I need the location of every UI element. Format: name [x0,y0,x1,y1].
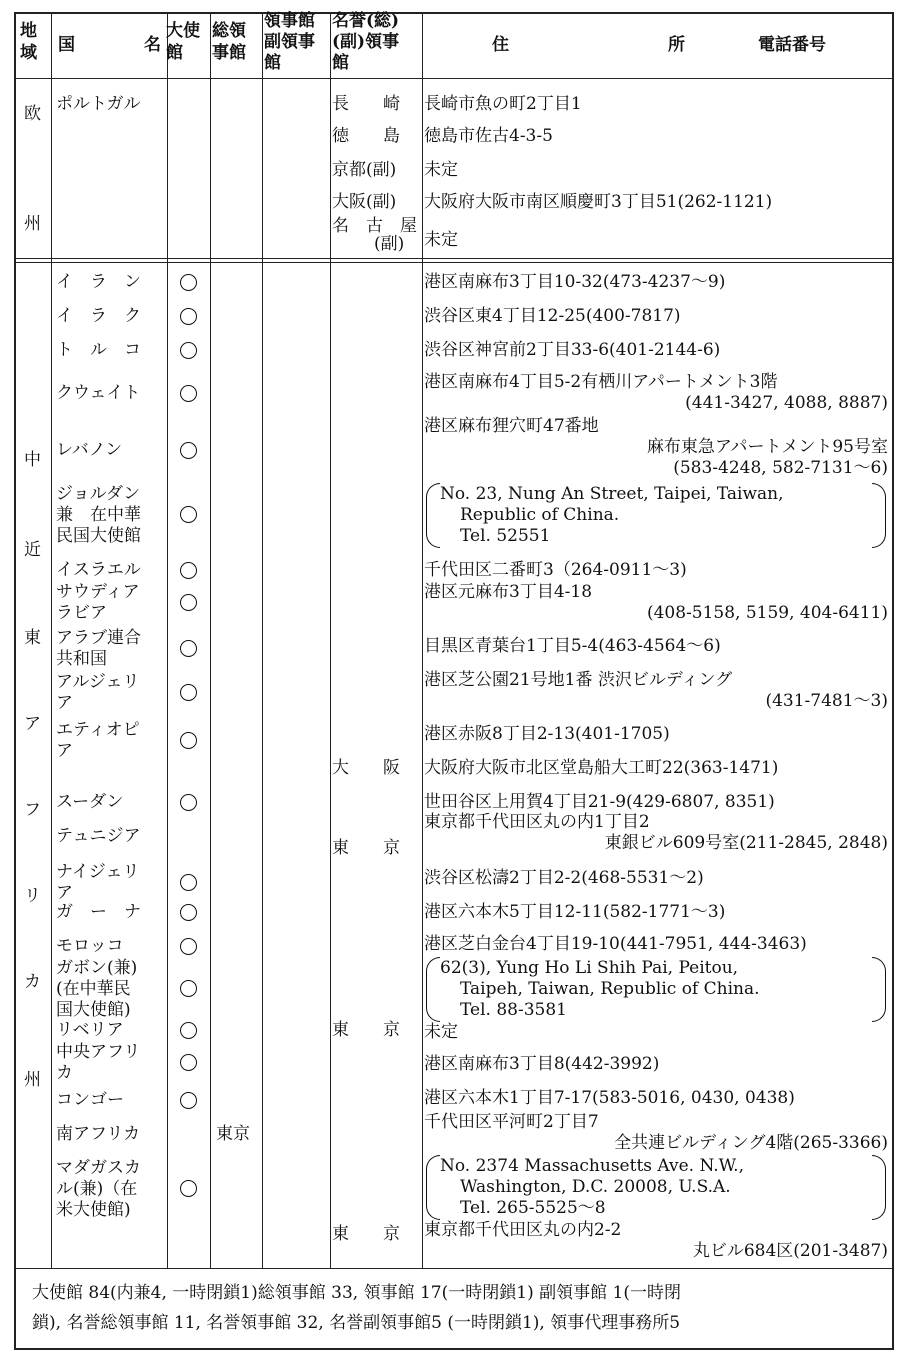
country-name: 国大使館) [56,1000,131,1020]
address-line: Tel. 52551 [460,526,551,546]
region-char: リ [24,886,41,906]
bracket-right [872,483,886,548]
address-line: (583-4248, 582-7131〜6) [673,458,888,478]
country-name: ア [56,741,73,761]
column-divider [262,12,263,1268]
region-char: 東 [24,628,41,648]
embassy-mark [180,342,197,359]
country-name: ル(兼)（在 [56,1179,138,1199]
country-name: エティオピ [56,720,140,740]
country-name: テュニジア [56,826,141,846]
country-name: アラブ連合 [56,628,141,648]
header-divider [14,78,894,79]
header-phone: 電話番号 [758,35,826,55]
country-name: ア [56,693,73,713]
region-char: 中 [24,450,41,470]
embassy-mark [180,1180,197,1197]
address-line: 麻布東急アパートメント95号室 [646,437,888,457]
header-consulate: 副領事 [264,32,315,52]
embassy-mark [180,640,197,657]
country-name: 中央アフリ [56,1042,141,1062]
country-name: コンゴー [56,1090,124,1110]
address-line: 港区六本木1丁目7-17(583-5016, 0430, 0438) [424,1088,795,1108]
embassy-mark [180,938,197,955]
embassy-mark [180,1054,197,1071]
region-char: 州 [24,214,41,234]
country-name: ガボン(兼) [56,958,138,978]
country-name: ポルトガル [56,94,141,114]
header-region: 地 [20,21,37,41]
country-name: ジョルダン [56,484,141,504]
country-name: マダガスカ [56,1158,141,1178]
header-embassy: 大使 [166,21,200,41]
country-name: アルジェリ [56,672,140,692]
address-line: 港区麻布狸穴町47番地 [424,416,599,436]
embassy-mark [180,732,197,749]
country-name: スーダン [56,792,124,812]
embassy-mark [180,874,197,891]
address-line: 62(3), Yung Ho Li Shih Pai, Peitou, [440,958,739,978]
honorary-city: 東 京 [332,1224,400,1244]
country-name: (在中華民 [56,979,131,999]
address-line: 港区赤阪8丁目2-13(401-1705) [424,724,670,744]
honorary-city: 徳 島 [332,126,400,146]
column-divider [167,12,168,1268]
header-honorary: 名誉(総) [332,11,400,31]
header-consulate: 館 [264,53,281,73]
country-name: ガ ー ナ [56,902,141,922]
address-line: 丸ビル684区(201-3487) [692,1241,888,1261]
address-line: 渋谷区松濤2丁目2-2(468-5531〜2) [424,868,704,888]
embassy-mark [180,904,197,921]
address-line: 港区元麻布3丁目4-18 [424,582,593,602]
bracket-right [872,957,886,1022]
bracket-right [872,1155,886,1220]
country-name: ナイジェリ [56,862,140,882]
address-line: 全共連ビルディング4階(265-3366) [614,1133,888,1153]
address-line: No. 2374 Massachusetts Ave. N.W., [440,1156,744,1176]
footer-summary: 大使館 84(内兼4, 一時閉鎖1)総領事館 33, 領事館 17(一時閉鎖1) 副領事館 1(一時閉 [32,1283,681,1303]
country-name: ラビア [56,603,107,623]
country-name: 南アフリカ [56,1124,141,1144]
header-region: 域 [20,43,37,63]
address-line: (408-5158, 5159, 404-6411) [646,603,888,623]
region-char: 近 [24,540,41,560]
country-name: イ ラ ン [56,272,141,292]
footer-divider [14,1268,894,1269]
region-char: カ [24,972,41,992]
address-line: 世田谷区上用賀4丁目21-9(429-6807, 8351) [424,792,775,812]
honorary-city: 長 崎 [332,94,400,114]
honorary-city: (副) [374,234,405,254]
honorary-city: 大阪(副) [332,192,397,212]
address-line: 千代田区平河町2丁目7 [424,1112,599,1132]
column-divider [51,12,52,1268]
country-name: 民国大使館 [56,526,141,546]
header-honorary: 館 [332,53,349,73]
consulate-general-city: 東京 [216,1124,250,1144]
country-name: カ [56,1063,73,1083]
embassy-mark [180,794,197,811]
embassy-mark [180,980,197,997]
bracket-left [426,483,440,548]
country-name: モロッコ [56,936,124,956]
address-line: 千代田区二番町3（264-0911〜3) [424,560,687,580]
address-line: Tel. 88-3581 [460,1000,567,1020]
country-name: 兼 在中華 [56,505,141,525]
address-line: 渋谷区神宮前2丁目33-6(401-2144-6) [424,340,721,360]
header-country: 国 [58,35,75,55]
region-char: 州 [24,1070,41,1090]
address-line: 未定 [424,160,458,180]
address-line: 大阪府大阪市南区順慶町3丁目51(262-1121) [424,192,773,212]
country-name: レバノン [56,440,123,460]
embassy-mark [180,1092,197,1109]
embassy-mark [180,562,197,579]
address-line: 目黒区青葉台1丁目5-4(463-4564〜6) [424,636,721,656]
address-line: (431-7481〜3) [765,691,888,711]
footer-summary: 鎖), 名誉総領事館 11, 名誉領事館 32, 名誉副領事館5 (一時閉鎖1), 領事代理事務所5 [32,1313,681,1333]
country-name: 共和国 [56,649,107,669]
country-name: ア [56,883,73,903]
address-line: Tel. 265-5525〜8 [460,1198,606,1218]
embassy-mark [180,684,197,701]
region-char: 欧 [24,104,41,124]
honorary-city: 東 京 [332,1020,400,1040]
address-line: (441-3427, 4088, 8887) [685,393,888,413]
country-name: サウディア [56,582,140,602]
column-divider [210,12,211,1268]
address-line: 港区南麻布3丁目10-32(473-4237〜9) [424,272,726,292]
country-name: イスラエル [56,560,141,580]
honorary-city: 東 京 [332,838,400,858]
honorary-city: 大 阪 [332,758,400,778]
address-line: No. 23, Nung An Street, Taipei, Taiwan, [440,484,784,504]
address-line: 長崎市魚の町2丁目1 [424,94,582,114]
address-line: 東京都千代田区丸の内2-2 [424,1220,622,1240]
embassy-mark [180,1022,197,1039]
header-honorary: (副)領事 [332,32,400,52]
honorary-city: 京都(副) [332,160,397,180]
address-line: 港区芝公園21号地1番 渋沢ビルディング [424,670,733,690]
country-name: イ ラ ク [56,306,141,326]
header-consulate-general: 総領 [212,21,246,41]
address-line: 港区六本木5丁目12-11(582-1771〜3) [424,902,726,922]
address-line: 港区芝白金台4丁目19-10(441-7951, 444-3463) [424,934,807,954]
address-line: 未定 [424,1022,458,1042]
header-address: 所 [668,35,685,55]
address-line: Republic of China. [460,505,620,525]
address-line: 大阪府大阪市北区堂島船大工町22(363-1471) [424,758,779,778]
region-char: フ [24,800,41,820]
address-line: Washington, D.C. 20008, U.S.A. [460,1177,731,1197]
address-line: 港区南麻布4丁目5-2有栖川アパートメント3階 [424,372,778,392]
embassy-mark [180,594,197,611]
embassy-mark [180,385,197,402]
embassy-mark [180,442,197,459]
country-name: ト ル コ [56,340,141,360]
section-divider [14,262,894,263]
bracket-left [426,1155,440,1220]
country-name: 米大使館) [56,1200,131,1220]
column-divider [330,12,331,1268]
address-line: 東銀ビル609号室(211-2845, 2848) [604,833,888,853]
header-address: 住 [492,35,509,55]
embassy-mark [180,274,197,291]
header-country: 名 [144,35,161,55]
header-consulate-general: 事館 [212,43,246,63]
column-divider [422,12,423,1268]
region-char: ア [24,714,41,734]
bracket-left [426,957,440,1022]
address-line: 東京都千代田区丸の内1丁目2 [424,812,650,832]
address-line: Taipeh, Taiwan, Republic of China. [460,979,760,999]
country-name: リベリア [56,1020,124,1040]
country-name: クウェイト [56,383,141,403]
section-divider [14,258,894,259]
embassy-mark [180,506,197,523]
address-line: 渋谷区東4丁目12-25(400-7817) [424,306,681,326]
header-consulate: 領事館 [264,11,315,31]
address-line: 徳島市佐古4-3-5 [424,126,553,146]
embassy-mark [180,308,197,325]
honorary-city: 名 古 屋 [332,216,417,236]
address-line: 未定 [424,230,458,250]
address-line: 港区南麻布3丁目8(442-3992) [424,1054,660,1074]
header-embassy: 館 [166,43,183,63]
